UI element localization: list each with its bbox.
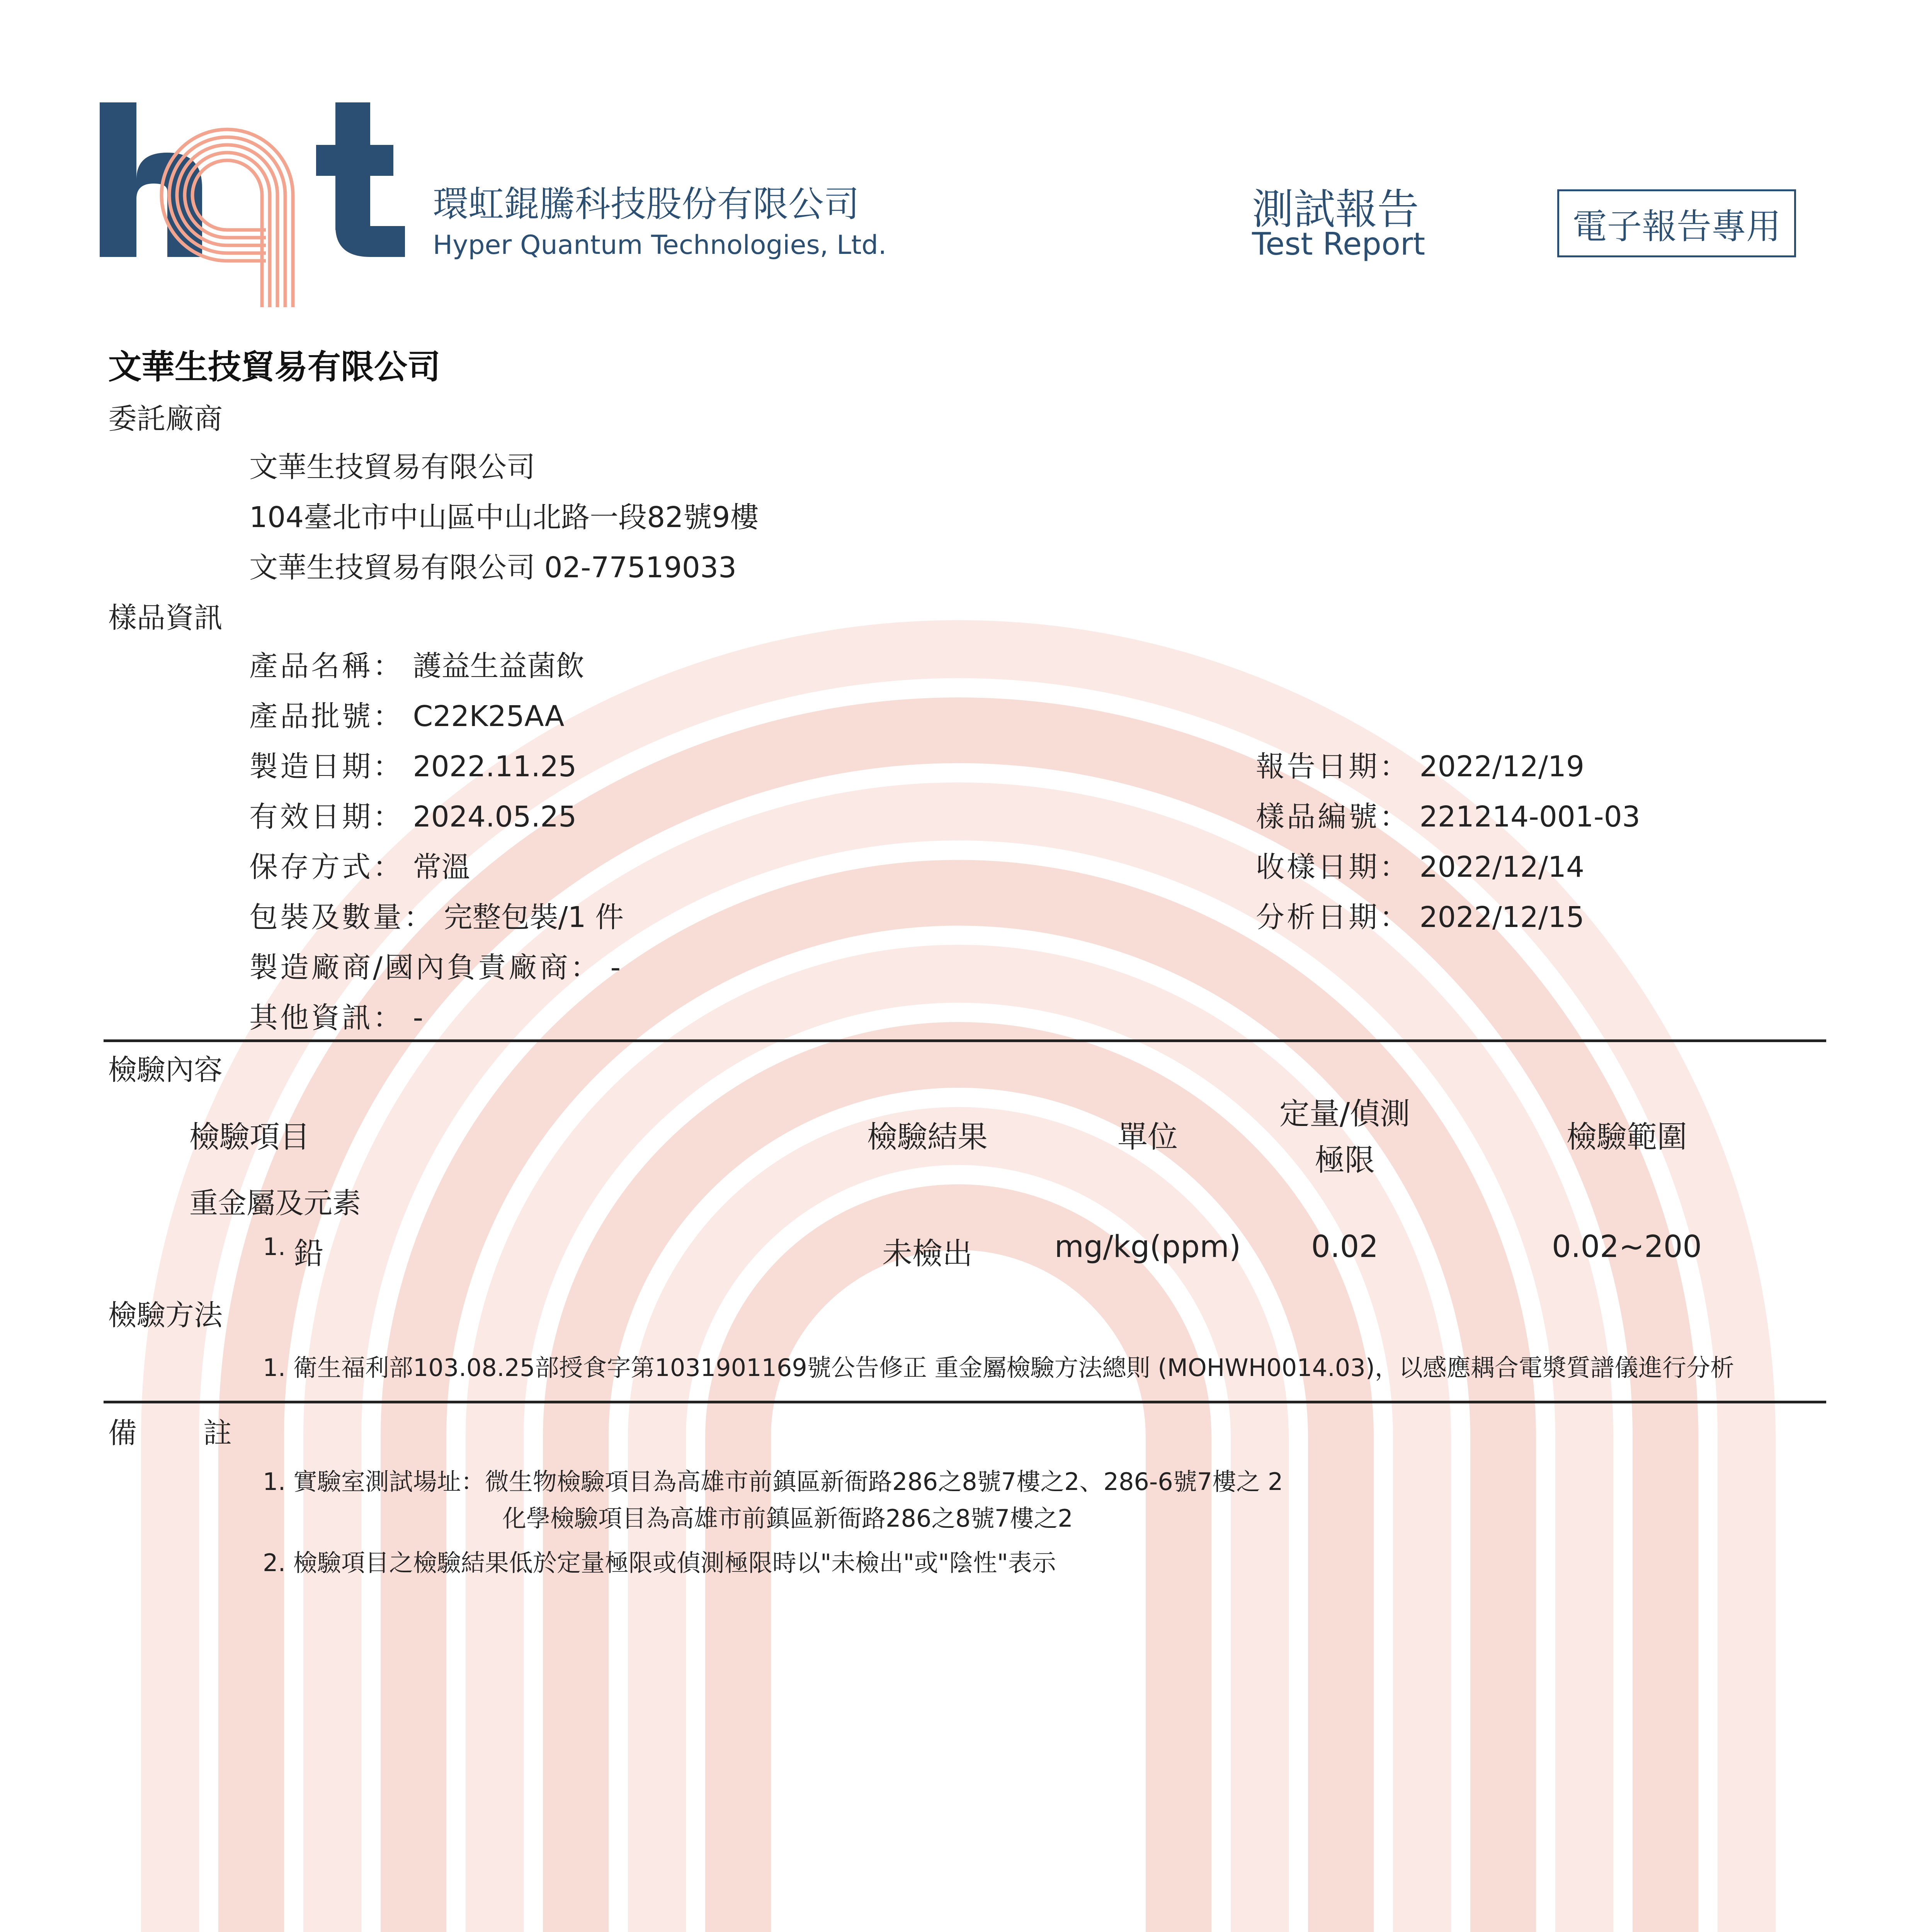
category-label: 重金屬及元素 xyxy=(189,1187,361,1220)
report-title-cn: 測試報告 xyxy=(1252,185,1419,234)
notes-section-label: 備 註 xyxy=(108,1417,235,1450)
receipt-date: 收樣日期： 2022/12/14 xyxy=(1256,850,1585,884)
note-1-line-1: 1. 實驗室測試場址：微生物檢驗項目為高雄市前鎮區新衙路286之8號7樓之2、286-6號7樓之 2 xyxy=(263,1468,1283,1496)
divider xyxy=(104,1401,1826,1403)
sample-field: 產品名稱： 護益生益菌飲 xyxy=(249,650,585,683)
col-header-range: 檢驗範圍 xyxy=(1566,1120,1687,1155)
inspection-section-label: 檢驗內容 xyxy=(108,1053,223,1087)
row-item: 鉛 xyxy=(294,1236,324,1271)
sample-field: 製造日期： 2022.11.25 xyxy=(249,750,577,783)
col-header-item: 檢驗項目 xyxy=(189,1120,310,1155)
divider xyxy=(104,1039,1826,1042)
col-header-result: 檢驗結果 xyxy=(867,1120,988,1155)
row-limit: 0.02 xyxy=(1311,1230,1378,1264)
hqt-logo xyxy=(100,99,417,307)
client-address: 104臺北市中山區中山北路一段82號9樓 xyxy=(249,501,759,534)
sample-number: 樣品編號： 221214-001-03 xyxy=(1256,800,1640,833)
note-1-line-2: 化學檢驗項目為高雄市前鎮區新衙路286之8號7樓之2 xyxy=(502,1504,1073,1532)
method-section-label: 檢驗方法 xyxy=(108,1299,223,1332)
sample-section-label: 樣品資訊 xyxy=(108,601,223,634)
company-name-en: Hyper Quantum Technologies, Ltd. xyxy=(433,230,887,260)
report-title-en: Test Report xyxy=(1252,226,1425,262)
sample-field: 製造廠商/國內負責廠商： - xyxy=(249,951,621,984)
row-result: 未檢出 xyxy=(882,1236,973,1271)
electronic-report-stamp: 電子報告專用 xyxy=(1557,189,1796,257)
row-range: 0.02~200 xyxy=(1552,1230,1702,1264)
report-date: 報告日期： 2022/12/19 xyxy=(1256,750,1585,783)
sample-field: 保存方式： 常溫 xyxy=(249,850,470,884)
row-number: 1. xyxy=(263,1233,286,1261)
sample-field: 有效日期： 2024.05.25 xyxy=(249,800,577,833)
method-item: 1. 衛生福利部103.08.25部授食字第1031901169號公告修正 重金屬檢驗方法總則 (MOHWH0014.03)，以感應耦合電漿質譜儀進行分析 xyxy=(263,1354,1734,1382)
client-title: 文華生技貿易有限公司 xyxy=(108,348,441,386)
company-name-cn: 環虹錕騰科技股份有限公司 xyxy=(433,184,860,225)
note-2: 2. 檢驗項目之檢驗結果低於定量極限或偵測極限時以"未檢出"或"陰性"表示 xyxy=(263,1549,1056,1577)
col-header-unit: 單位 xyxy=(1117,1120,1178,1155)
col-header-limit-line1: 定量/偵測 xyxy=(1279,1097,1410,1131)
client-contact: 文華生技貿易有限公司 02-77519033 xyxy=(249,551,737,584)
sample-field: 其他資訊： - xyxy=(249,1001,424,1034)
client-section-label: 委託廠商 xyxy=(108,402,223,435)
sample-field: 產品批號： C22K25AA xyxy=(249,700,565,733)
sample-field: 包裝及數量： 完整包裝/1 件 xyxy=(249,901,624,934)
analysis-date: 分析日期： 2022/12/15 xyxy=(1256,901,1585,934)
row-unit: mg/kg(ppm) xyxy=(1054,1230,1241,1264)
col-header-limit-line2: 極限 xyxy=(1314,1143,1375,1178)
client-name: 文華生技貿易有限公司 xyxy=(249,451,535,484)
